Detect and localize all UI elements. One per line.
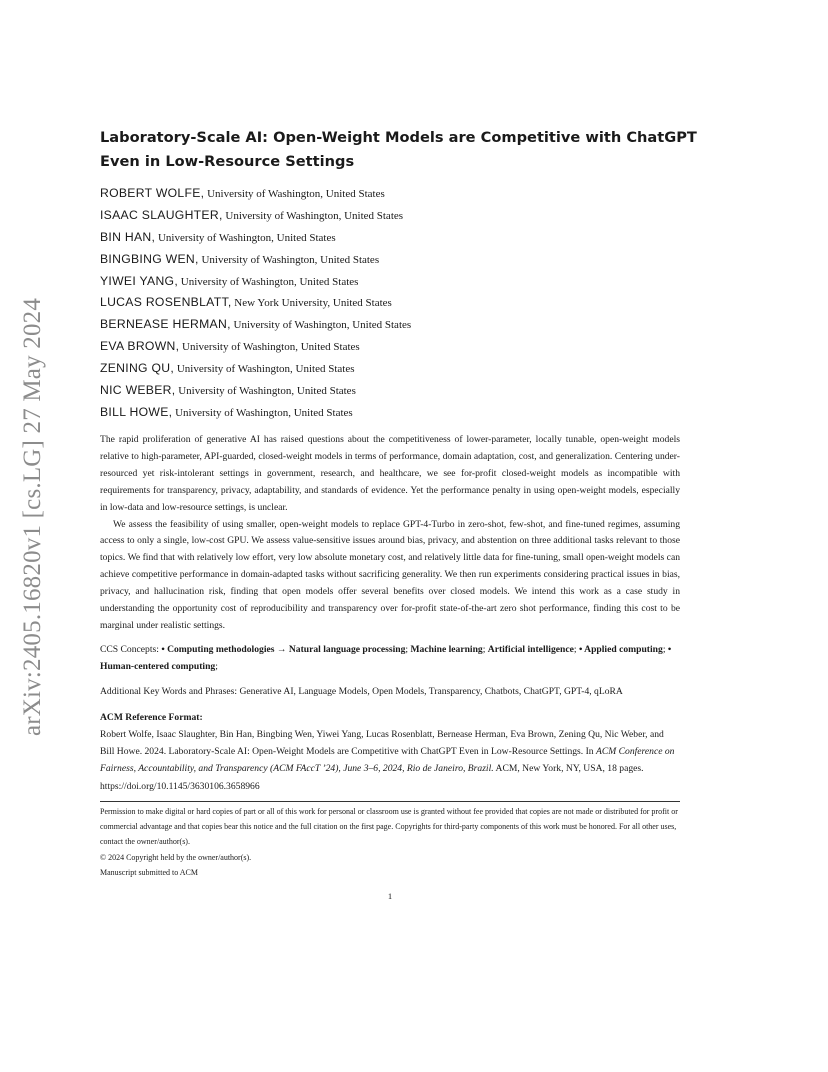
author-name: EVA BROWN,	[100, 339, 180, 354]
reference-format-heading: ACM Reference Format:	[100, 712, 203, 723]
ccs-term: • Applied computing	[578, 644, 663, 655]
reference-citation: Robert Wolfe, Isaac Slaughter, Bin Han, Bingbing Wen, Yiwei Yang, Lucas Rosenblatt, Bernease Herman, Eva Brown, Zening Qu, Nic Weber, and Bill Howe. 2024. Laboratory-Scale AI: Open-Weight Models are Competitive with ChatGPT Even in Low-Resource Settings. In	[100, 729, 664, 758]
author-entry	[100, 206, 700, 228]
page-number: 1	[387, 891, 393, 901]
abstract-paragraph: We assess the feasibility of using smaller, open-weight models to replace GPT-4-Turbo in zero-shot, few-shot, and fine-tuned regimes, assuming access to only a single, low-cost GPU. We assess value-sensitive issues around bias, privacy, and abstention on three additional tasks relevant to those topics. We find that with relatively low effort, very low absolute monetary cost, and relatively little data for fine-tuning, small open-weight models can achieve competitive performance in domain-adapted tasks without sacrificing generality. We then run experiments considering practical issues in bias, privacy, and hallucination risk, finding that open models offer several benefits over closed models. We intend this work as a case study in understanding the opportunity cost of reproducibility and transparency over for-profit state-of-the-art zero shot performance, finding this cost to be marginal under realistic settings.	[100, 518, 680, 631]
ccs-term: • Computing methodologies → Natural language processing	[161, 644, 406, 655]
ccs-separator: ;	[662, 644, 668, 655]
author-entry	[100, 293, 700, 315]
author-affiliation: University of Washington, United States	[222, 209, 404, 222]
footnote-divider	[100, 801, 680, 802]
paper-title: Laboratory-Scale AI: Open-Weight Models are Competitive with ChatGPT Even in Low-Resource Settings	[100, 129, 697, 170]
author-affiliation: University of Washington, United States	[174, 363, 355, 376]
author-entry	[100, 250, 700, 272]
author-name: BERNEASE HERMAN,	[100, 317, 231, 332]
author-entry	[100, 381, 700, 403]
author-entry	[100, 272, 700, 294]
ccs-term: Machine learning	[410, 644, 483, 655]
author-entry	[100, 403, 700, 425]
author-name: LUCAS ROSENBLATT,	[100, 295, 232, 310]
ccs-separator: ;	[482, 644, 488, 655]
author-affiliation: University of Washington, United States	[172, 406, 353, 419]
author-name: ZENING QU,	[100, 361, 175, 376]
author-affiliation: University of Washington, United States	[204, 188, 385, 200]
author-name: BINGBING WEN,	[100, 251, 199, 266]
abstract	[100, 432, 680, 635]
author-affiliation: University of Washington, United States	[178, 275, 359, 288]
arxiv-identifier: arXiv:2405.16820v1 [cs.LG] 27 May 2024	[19, 297, 46, 737]
additional-keywords: Additional Key Words and Phrases: Generative AI, Language Models, Open Models, Transparency, Chatbots, ChatGPT, GPT-4, qLoRA	[100, 686, 623, 697]
author-entry	[100, 228, 700, 250]
author-name: BILL HOWE,	[100, 404, 173, 419]
author-affiliation: University of Washington, United States	[179, 341, 360, 354]
author-name: BIN HAN,	[100, 229, 156, 244]
author-entry	[100, 359, 700, 381]
author-entry	[100, 184, 700, 206]
author-name: ROBERT WOLFE,	[100, 186, 205, 200]
author-affiliation: University of Washington, United States	[198, 253, 380, 266]
ccs-term: Artificial intelligence	[487, 644, 574, 655]
ccs-term: • Human-centered computing	[100, 644, 672, 672]
author-name: YIWEI YANG,	[100, 273, 179, 288]
author-affiliation: New York University, United States	[231, 297, 392, 310]
reference-publisher: ACM, New York, NY, USA, 18 pages. https://doi.org/10.1145/3630106.3658966	[100, 763, 644, 792]
author-entry	[100, 337, 700, 359]
ccs-label: CCS Concepts:	[100, 644, 162, 655]
ccs-separator: ;	[573, 644, 579, 655]
permission-notice: Permission to make digital or hard copies of part or all of this work for personal or classroom use is granted without fee provided that copies are not made or distributed for profit or commercial advantage and that copies bear this notice and the full citation on the first page. Copyrights for third-party components of this work must be honored. For all other uses, contact the owner/author(s).	[100, 807, 678, 847]
reference-format-text	[100, 726, 680, 795]
manuscript-notice: Manuscript submitted to ACM	[100, 867, 198, 877]
author-affiliation: University of Washington, United States	[155, 231, 336, 244]
author-affiliation: University of Washington, United States	[175, 385, 356, 398]
reference-venue: ACM Conference on Fairness, Accountability, and Transparency (ACM FAccT ’24), June 3–6, 2024, Rio de Janeiro, Brazil.	[100, 746, 675, 775]
ccs-concepts	[100, 641, 680, 675]
abstract-paragraph: The rapid proliferation of generative AI has raised questions about the competitiveness of lower-parameter, locally tunable, open-weight models relative to high-parameter, API-guarded, closed-weight models in terms of performance, domain adaptation, cost, and generalization. Centering under-resourced yet risk-intolerant settings in government, research, and healthcare, we see for-profit closed-weight models as incompatible with requirements for transparency, privacy, adaptability, and standards of evidence. Yet the performance penalty in using open-weight models, especially in low-data and low-resource settings, is unclear.	[100, 434, 680, 513]
author-name: ISAAC SLAUGHTER,	[100, 207, 223, 222]
permission-footnote	[100, 804, 680, 880]
author-entry	[100, 315, 700, 337]
ccs-separator: ;	[215, 661, 218, 672]
copyright-notice: © 2024 Copyright held by the owner/author(s).	[100, 852, 252, 862]
author-name: NIC WEBER,	[100, 383, 176, 398]
arxiv-sidebar	[17, 276, 49, 758]
author-list	[100, 184, 700, 425]
author-affiliation: University of Washington, United States	[230, 319, 412, 332]
ccs-separator: ;	[405, 644, 411, 655]
